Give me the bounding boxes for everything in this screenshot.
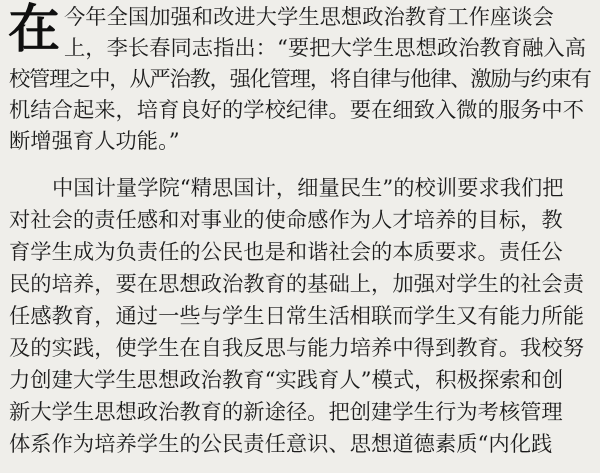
paragraph-2-line-7: 力创建大学生思想政治教育“实践育人”模式，积极探索和创 [9,368,564,393]
paragraph-1-line-2: 上，李长春同志指出：“要把大学生思想政治教育融入高 [64,36,587,61]
paragraph-2-line-2: 对社会的责任感和对事业的使命感作为人才培养的目标，教 [9,208,563,233]
paragraph-2-line-9: 体系作为培养学生的公民责任意识、思想道德素质“内化践 [9,432,553,457]
paragraph-2-line-1: 中国计量学院“精思国计，细量民生”的校训要求我们把 [52,176,564,201]
paragraph-1-line-4: 机结合起来，培育良好的学校纪律。要在细致入微的服务中不 [9,98,585,123]
paragraph-2-line-3: 育学生成为负责任的公民也是和谐社会的本质要求。责任公 [9,240,563,265]
paragraph-2-line-8: 新大学生思想政治教育的新途径。把创建学生行为考核管理 [9,400,563,425]
paragraph-1-line-5: 断增强育人功能。” [9,129,180,154]
paragraph-2-line-4: 民的培养，要在思想政治教育的基础上，加强对学生的社会责 [9,272,585,297]
paragraph-2-line-5: 任感教育，通过一些与学生日常生活相联而学生又有能力所能 [9,304,585,329]
drop-cap: 在 [8,0,61,60]
paragraph-2-line-6: 及的实践，使学生在自我反思与能力培养中得到教育。我校努 [9,336,585,361]
paragraph-1-line-3: 校管理之中，从严治教，强化管理，将自律与他律、激励与约束有 [9,67,591,92]
paragraph-1-line-1: 今年全国加强和改进大学生思想政治教育工作座谈会 [64,5,554,30]
